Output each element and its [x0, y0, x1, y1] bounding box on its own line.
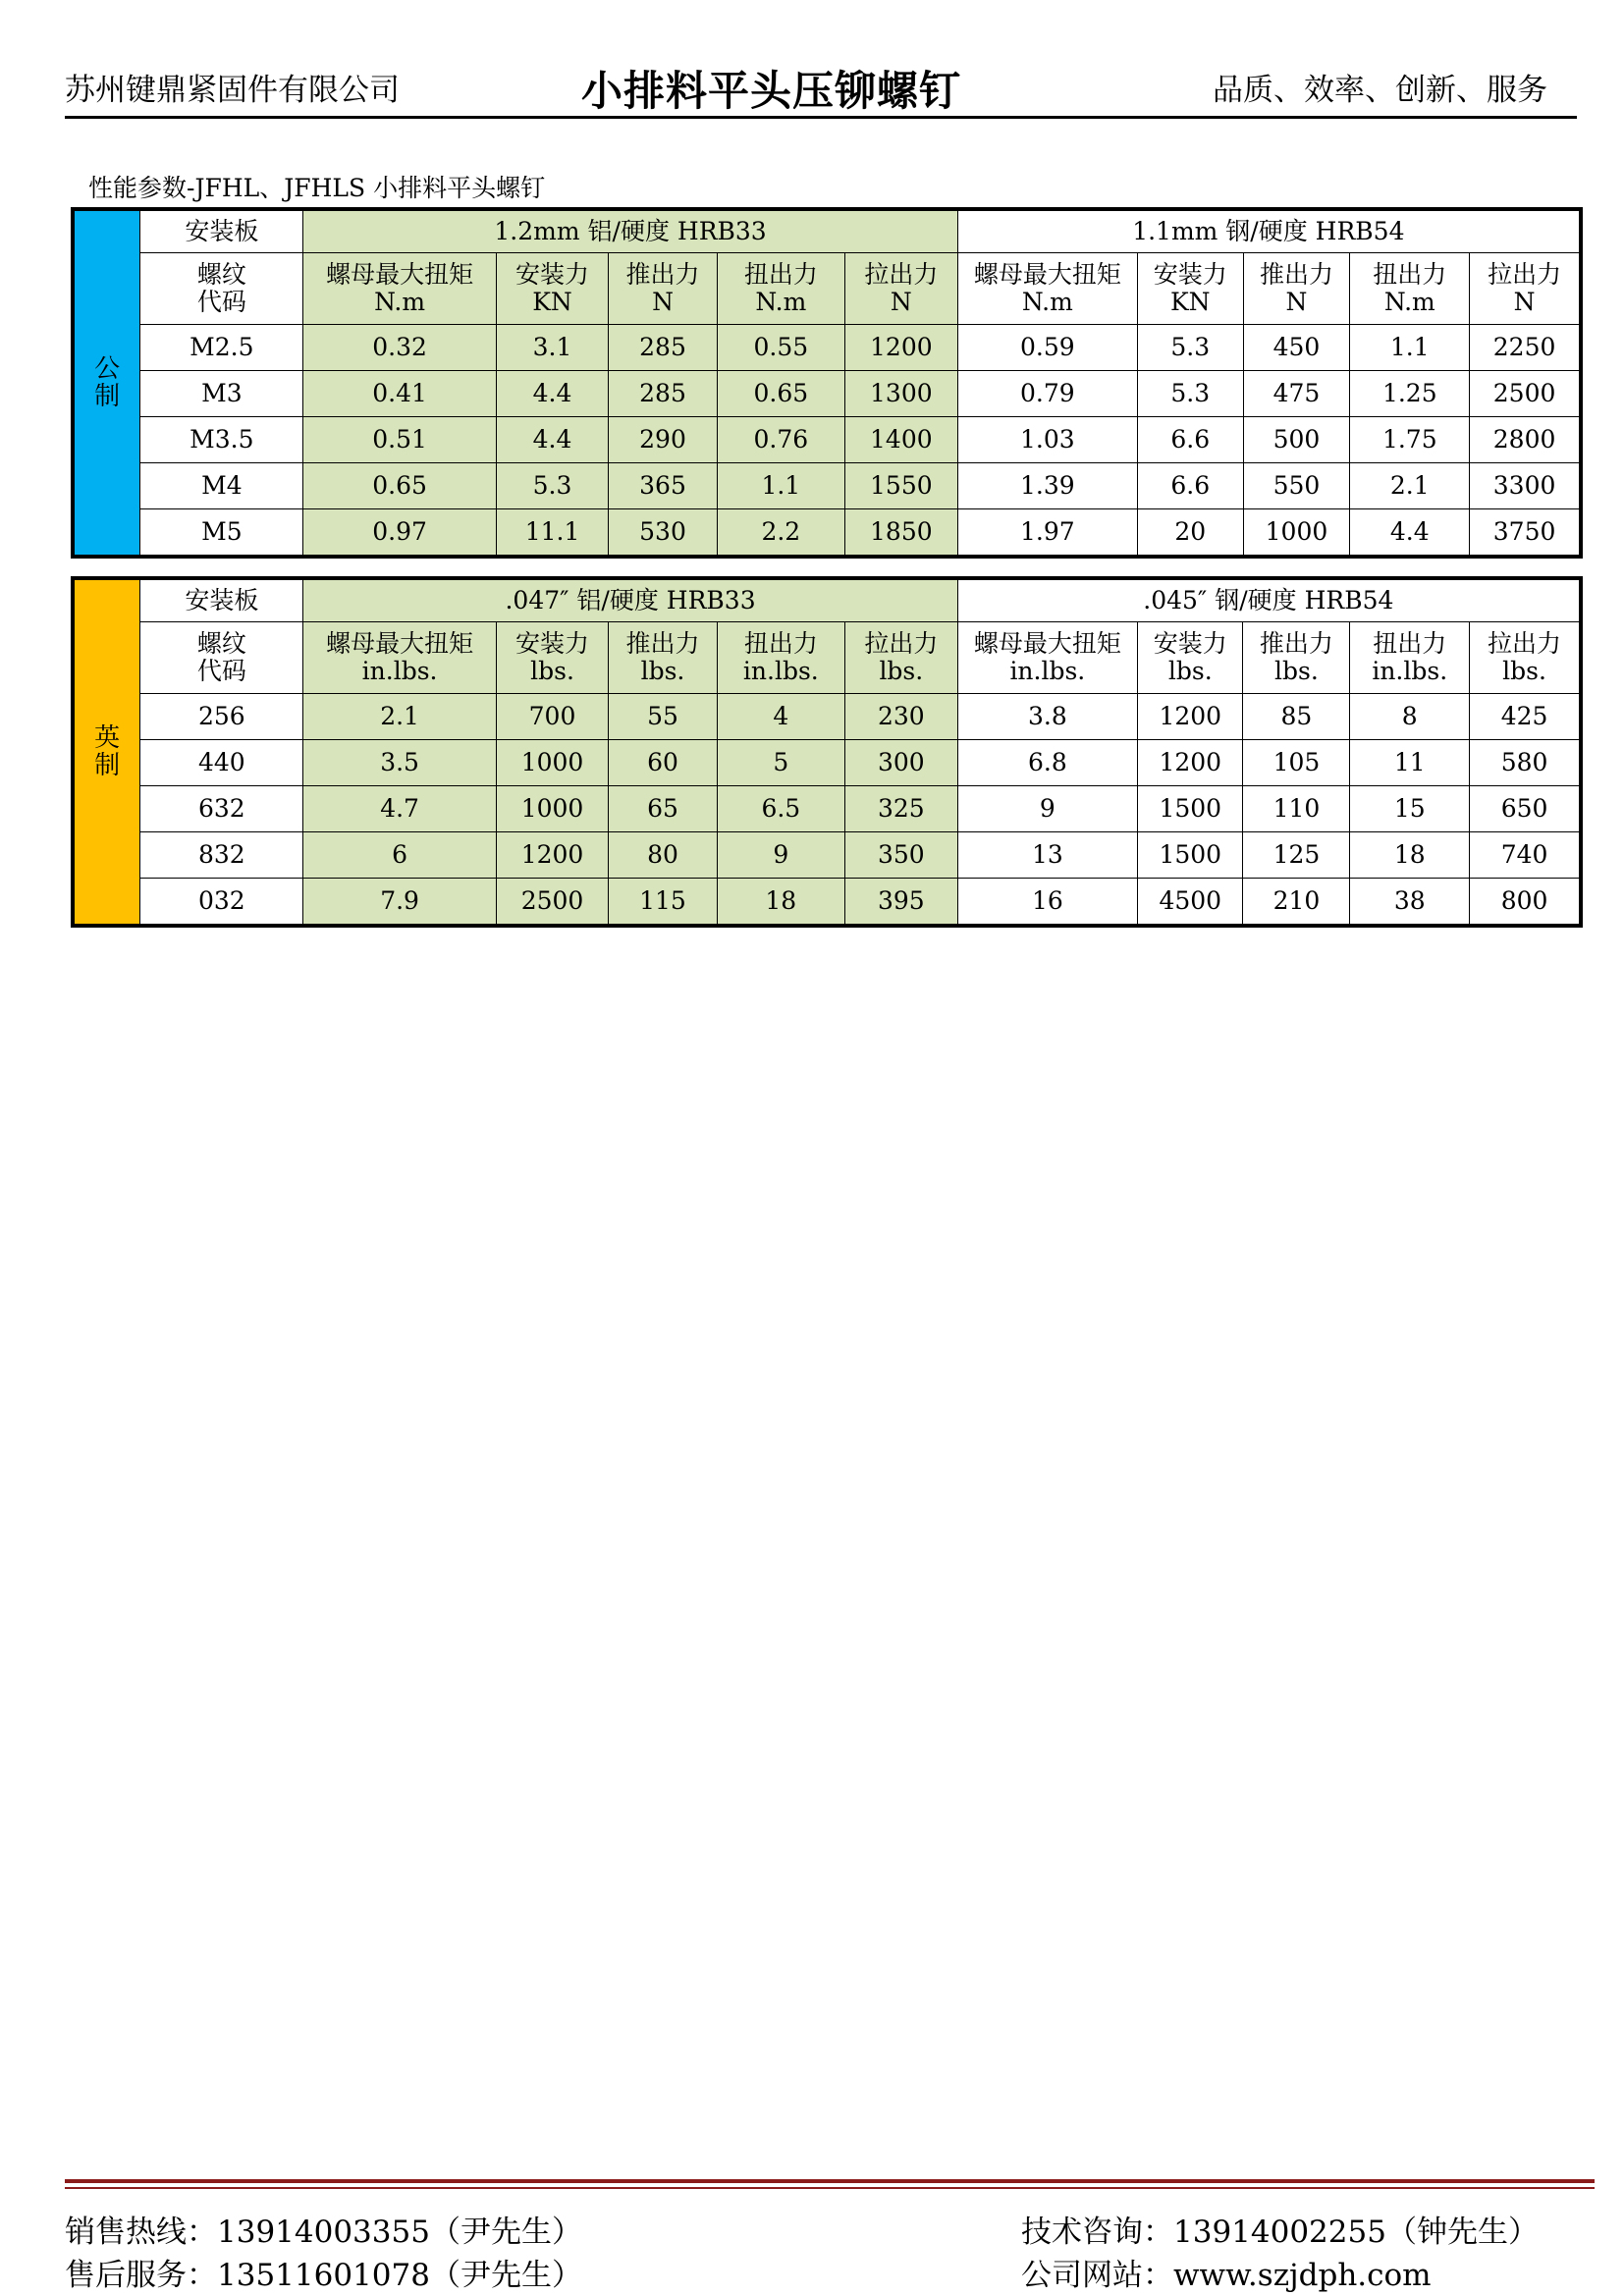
- column-header: [496, 253, 609, 325]
- column-name: 螺母最大扭矩: [326, 629, 474, 658]
- thread-code: 832: [140, 832, 303, 879]
- value-cell: 230: [845, 694, 958, 740]
- value-cell: 2.1: [303, 694, 496, 740]
- value-cell: 2500: [496, 879, 609, 927]
- value-cell: 0.32: [303, 325, 496, 371]
- column-name: 推出力: [1259, 260, 1333, 289]
- column-header: [957, 253, 1137, 325]
- value-cell: 80: [609, 832, 717, 879]
- value-cell: 1.75: [1350, 417, 1470, 463]
- column-unit: lbs.: [1167, 657, 1213, 685]
- value-cell: 500: [1243, 417, 1350, 463]
- value-cell: 4500: [1138, 879, 1243, 927]
- unit-system-char: 制: [94, 382, 121, 411]
- value-cell: 4.4: [496, 371, 609, 417]
- value-cell: 7.9: [303, 879, 496, 927]
- value-cell: 38: [1350, 879, 1470, 927]
- value-cell: 2500: [1470, 371, 1581, 417]
- column-name: 安装力: [1153, 629, 1227, 658]
- sales-hotline: 销售热线：13914003355（尹先生）: [65, 2215, 582, 2250]
- value-cell: 3300: [1470, 463, 1581, 509]
- value-cell: 395: [845, 879, 958, 927]
- value-cell: 1.97: [957, 509, 1137, 558]
- column-name: 扭出力: [1373, 629, 1447, 658]
- column-name: 推出力: [625, 629, 700, 658]
- table-row: [73, 786, 1581, 832]
- column-name: 安装力: [1153, 260, 1227, 289]
- value-cell: 2.2: [717, 509, 844, 558]
- table-row: [73, 832, 1581, 879]
- value-cell: 1.03: [957, 417, 1137, 463]
- thread-code: 440: [140, 740, 303, 786]
- column-header: [1470, 253, 1581, 325]
- cell-line: 代码: [196, 288, 246, 316]
- value-cell: 6.8: [957, 740, 1137, 786]
- value-cell: 1.1: [1350, 325, 1470, 371]
- value-cell: 105: [1243, 740, 1350, 786]
- thread-code: M3.5: [140, 417, 303, 463]
- value-cell: 0.41: [303, 371, 496, 417]
- value-cell: 4.4: [1350, 509, 1470, 558]
- cell-line: 螺纹: [196, 260, 246, 289]
- value-cell: 15: [1350, 786, 1470, 832]
- value-cell: 5.3: [1138, 325, 1243, 371]
- value-cell: 530: [609, 509, 717, 558]
- value-cell: 4.7: [303, 786, 496, 832]
- company-name: 苏州键鼎紧固件有限公司: [65, 73, 400, 108]
- value-cell: 3.1: [496, 325, 609, 371]
- value-cell: 18: [1350, 832, 1470, 879]
- column-unit: in.lbs.: [1372, 657, 1448, 685]
- slogan: 品质、效率、创新、服务: [1213, 73, 1547, 108]
- table-row: [73, 371, 1581, 417]
- column-header: [1243, 253, 1350, 325]
- steel-group-header: 1.1mm 钢/硬度 HRB54: [957, 209, 1581, 253]
- thread-code-header: [140, 253, 303, 325]
- column-unit: N: [890, 288, 912, 316]
- column-header: [303, 622, 496, 694]
- value-cell: 1200: [845, 325, 958, 371]
- cell-line: 螺纹: [196, 629, 246, 658]
- value-cell: 1.1: [717, 463, 844, 509]
- column-unit: N.m: [1021, 288, 1073, 316]
- column-unit: N.m: [1383, 288, 1435, 316]
- cell-line: 代码: [196, 657, 246, 685]
- plate-label: 安装板: [140, 209, 303, 253]
- value-cell: 650: [1470, 786, 1581, 832]
- value-cell: 9: [957, 786, 1137, 832]
- unit-system-char: 公: [94, 354, 121, 384]
- value-cell: 20: [1138, 509, 1243, 558]
- value-cell: 1550: [845, 463, 958, 509]
- column-unit: lbs.: [879, 657, 924, 685]
- column-unit: KN: [532, 288, 572, 316]
- footer-divider: [65, 2179, 1595, 2189]
- column-name: 推出力: [625, 260, 700, 289]
- column-header: [1350, 253, 1470, 325]
- column-unit: N.m: [374, 288, 426, 316]
- value-cell: 365: [609, 463, 717, 509]
- column-name: 拉出力: [1488, 629, 1562, 658]
- value-cell: 1200: [1138, 694, 1243, 740]
- column-header: [1350, 622, 1470, 694]
- value-cell: 325: [845, 786, 958, 832]
- value-cell: 1500: [1138, 786, 1243, 832]
- unit-system-label: [73, 209, 140, 557]
- value-cell: 0.76: [717, 417, 844, 463]
- thread-code: 256: [140, 694, 303, 740]
- value-cell: 9: [717, 832, 844, 879]
- value-cell: 11.1: [496, 509, 609, 558]
- column-header: [496, 622, 609, 694]
- value-cell: 1000: [496, 786, 609, 832]
- value-cell: 1400: [845, 417, 958, 463]
- thread-code: M5: [140, 509, 303, 558]
- value-cell: 16: [957, 879, 1137, 927]
- column-header: [609, 622, 717, 694]
- value-cell: 6.5: [717, 786, 844, 832]
- table-caption: 性能参数-JFHL、JFHLS 小排料平头螺钉: [88, 174, 546, 202]
- value-cell: 6.6: [1138, 463, 1243, 509]
- value-cell: 2.1: [1350, 463, 1470, 509]
- column-unit: lbs.: [640, 657, 685, 685]
- column-name: 安装力: [515, 629, 590, 658]
- column-name: 拉出力: [1488, 260, 1562, 289]
- value-cell: 4: [717, 694, 844, 740]
- table-row: [73, 325, 1581, 371]
- column-name: 安装力: [515, 260, 590, 289]
- thread-code: 632: [140, 786, 303, 832]
- value-cell: 2250: [1470, 325, 1581, 371]
- column-name: 扭出力: [1373, 260, 1447, 289]
- value-cell: 0.65: [717, 371, 844, 417]
- column-header: [957, 622, 1137, 694]
- thread-code-header: [140, 622, 303, 694]
- value-cell: 290: [609, 417, 717, 463]
- column-unit: lbs.: [530, 657, 574, 685]
- value-cell: 425: [1470, 694, 1581, 740]
- page-header: [65, 61, 1577, 119]
- column-unit: lbs.: [1502, 657, 1546, 685]
- value-cell: 115: [609, 879, 717, 927]
- column-name: 螺母最大扭矩: [973, 629, 1121, 658]
- value-cell: 285: [609, 371, 717, 417]
- column-header: [717, 622, 844, 694]
- column-unit: in.lbs.: [361, 657, 438, 685]
- page-title: 小排料平头压铆螺钉: [581, 67, 962, 115]
- value-cell: 580: [1470, 740, 1581, 786]
- column-unit: in.lbs.: [1009, 657, 1086, 685]
- table-row: [73, 417, 1581, 463]
- table-row: [73, 509, 1581, 558]
- column-name: 扭出力: [743, 629, 818, 658]
- thread-code: 032: [140, 879, 303, 927]
- column-unit: N: [652, 288, 674, 316]
- value-cell: 6: [303, 832, 496, 879]
- column-name: 拉出力: [864, 260, 939, 289]
- value-cell: 60: [609, 740, 717, 786]
- value-cell: 65: [609, 786, 717, 832]
- value-cell: 55: [609, 694, 717, 740]
- value-cell: 0.79: [957, 371, 1137, 417]
- value-cell: 300: [845, 740, 958, 786]
- column-header: [717, 253, 844, 325]
- aluminum-group-header: .047″ 铝/硬度 HRB33: [303, 578, 957, 622]
- value-cell: 700: [496, 694, 609, 740]
- value-cell: 0.59: [957, 325, 1137, 371]
- unit-system-char: 制: [94, 751, 121, 780]
- column-header: [303, 253, 496, 325]
- column-header: [1470, 622, 1581, 694]
- table-row: [73, 463, 1581, 509]
- value-cell: 125: [1243, 832, 1350, 879]
- after-sales-service: 售后服务：13511601078（尹先生）: [65, 2258, 582, 2293]
- value-cell: 13: [957, 832, 1137, 879]
- value-cell: 3750: [1470, 509, 1581, 558]
- value-cell: 5.3: [1138, 371, 1243, 417]
- column-unit: lbs.: [1274, 657, 1319, 685]
- value-cell: 11: [1350, 740, 1470, 786]
- value-cell: 2800: [1470, 417, 1581, 463]
- value-cell: 5: [717, 740, 844, 786]
- company-website: 公司网站：www.szjdph.com: [1021, 2258, 1432, 2293]
- value-cell: 550: [1243, 463, 1350, 509]
- value-cell: 5.3: [496, 463, 609, 509]
- imperial-spec-table: [71, 576, 1583, 928]
- column-header: [1138, 622, 1243, 694]
- unit-system-char: 英: [94, 723, 121, 753]
- column-name: 推出力: [1259, 629, 1333, 658]
- column-unit: N: [1513, 288, 1536, 316]
- table-row: [73, 879, 1581, 927]
- value-cell: 1000: [1243, 509, 1350, 558]
- value-cell: 3.5: [303, 740, 496, 786]
- value-cell: 800: [1470, 879, 1581, 927]
- column-header: [845, 253, 958, 325]
- value-cell: 210: [1243, 879, 1350, 927]
- unit-system-label: [73, 578, 140, 926]
- column-name: 拉出力: [864, 629, 939, 658]
- column-unit: in.lbs.: [742, 657, 819, 685]
- value-cell: 0.51: [303, 417, 496, 463]
- value-cell: 3.8: [957, 694, 1137, 740]
- aluminum-group-header: 1.2mm 铝/硬度 HRB33: [303, 209, 957, 253]
- column-unit: KN: [1170, 288, 1211, 316]
- value-cell: 450: [1243, 325, 1350, 371]
- value-cell: 0.65: [303, 463, 496, 509]
- value-cell: 4.4: [496, 417, 609, 463]
- column-unit: N.m: [755, 288, 807, 316]
- column-name: 扭出力: [743, 260, 818, 289]
- thread-code: M4: [140, 463, 303, 509]
- value-cell: 740: [1470, 832, 1581, 879]
- value-cell: 1300: [845, 371, 958, 417]
- steel-group-header: .045″ 钢/硬度 HRB54: [957, 578, 1581, 622]
- metric-spec-table: [71, 207, 1583, 559]
- value-cell: 18: [717, 879, 844, 927]
- column-name: 螺母最大扭矩: [973, 260, 1121, 289]
- thread-code: M3: [140, 371, 303, 417]
- value-cell: 1.25: [1350, 371, 1470, 417]
- column-unit: N: [1285, 288, 1308, 316]
- value-cell: 475: [1243, 371, 1350, 417]
- value-cell: 0.97: [303, 509, 496, 558]
- value-cell: 1850: [845, 509, 958, 558]
- value-cell: 1500: [1138, 832, 1243, 879]
- value-cell: 285: [609, 325, 717, 371]
- value-cell: 1000: [496, 740, 609, 786]
- value-cell: 350: [845, 832, 958, 879]
- plate-label: 安装板: [140, 578, 303, 622]
- value-cell: 1200: [496, 832, 609, 879]
- table-row: [73, 694, 1581, 740]
- column-name: 螺母最大扭矩: [326, 260, 474, 289]
- thread-code: M2.5: [140, 325, 303, 371]
- column-header: [845, 622, 958, 694]
- column-header: [1243, 622, 1350, 694]
- value-cell: 1.39: [957, 463, 1137, 509]
- value-cell: 0.55: [717, 325, 844, 371]
- value-cell: 8: [1350, 694, 1470, 740]
- value-cell: 85: [1243, 694, 1350, 740]
- value-cell: 1200: [1138, 740, 1243, 786]
- column-header: [1138, 253, 1243, 325]
- value-cell: 110: [1243, 786, 1350, 832]
- column-header: [609, 253, 717, 325]
- tech-consult: 技术咨询：13914002255（钟先生）: [1021, 2215, 1539, 2250]
- value-cell: 6.6: [1138, 417, 1243, 463]
- table-row: [73, 740, 1581, 786]
